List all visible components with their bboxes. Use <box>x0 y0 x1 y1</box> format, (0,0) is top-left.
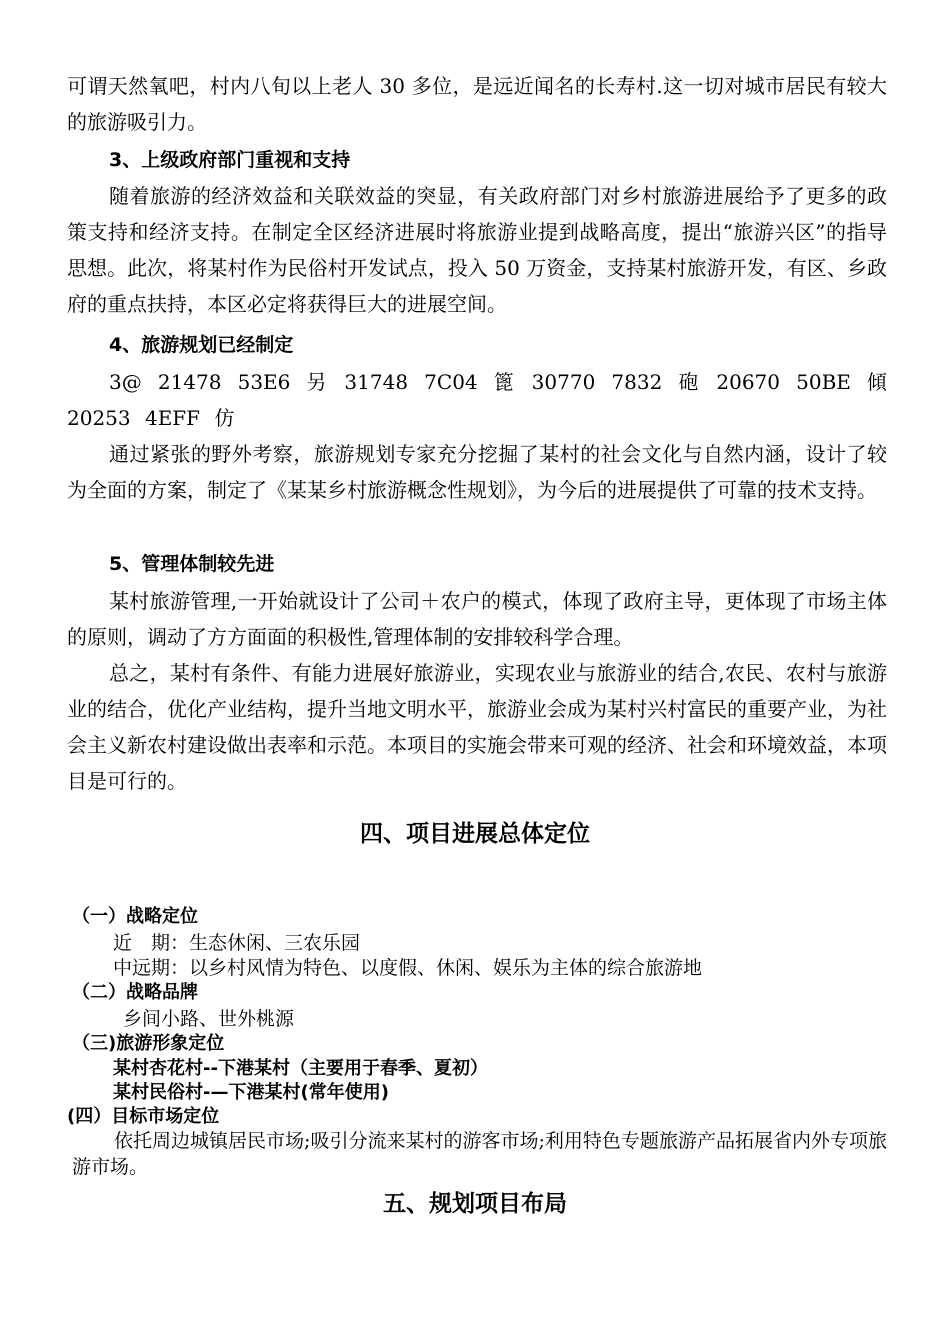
subheading-strategic-brand: （二）战略品牌 <box>72 982 198 1003</box>
garbled-code-line: 3@ 21478 53E6 另 31748 7C04 篦 30770 7832 砲 20670 50BE 傾 20253 4EFF 仿 <box>67 370 887 430</box>
subheading-strategic-positioning: （一）战略定位 <box>72 906 198 927</box>
heading-government-support: 3、上级政府部门重视和支持 <box>109 149 351 171</box>
section-title-project-layout: 五、规划项目布局 <box>383 1191 567 1217</box>
list-item-near-term: 近 期：生态休闲、三农乐园 <box>113 932 361 954</box>
paragraph-longevity-village: 可谓天然氧吧，村内八旬以上老人 30 多位，是远近闻名的长寿村.这一切对城市居民有较大的旅游吸引力。 <box>67 74 887 134</box>
list-item-apricot-village: 某村杏花村--下港某村（主要用于春季、夏初） <box>113 1058 488 1079</box>
list-item-mid-long-term: 中远期：以乡村风情为特色、以度假、休闲、娱乐为主体的综合旅游地 <box>113 957 703 979</box>
list-item-folk-village: 某村民俗村-—下港某村(常年使用) <box>113 1082 389 1103</box>
subheading-target-market: (四）目标市场定位 <box>67 1106 220 1127</box>
subheading-image-positioning: （三)旅游形象定位 <box>72 1033 225 1054</box>
paragraph-target-market: 依托周边城镇居民市场;吸引分流来某村的游客市场;利用特色专题旅游产品拓展省内外专项旅游市场。 <box>72 1130 887 1178</box>
heading-management-system: 5、管理体制较先进 <box>109 553 275 575</box>
paragraph-policy-support: 随着旅游的经济效益和关联效益的突显，有关政府部门对乡村旅游进展给予了更多的政策支持和经济支持。在制定全区经济进展时将旅游业提到战略高度，提出“旅游兴区”的指导思想。此次，将某村作为民俗村开发试点，投入 50 万资金，支持某村旅游开发，有区、乡政府的重点扶持，本区必定将获得巨大的进展空间。 <box>67 184 887 316</box>
paragraph-conclusion: 总之，某村有条件、有能力进展好旅游业，实现农业与旅游业的结合,农民、农村与旅游业的结合，优化产业结构，提升当地文明水平，旅游业会成为某村兴村富民的重要产业，为社会主义新农村建设做出表率和示范。本项目的实施会带来可观的经济、社会和环境效益，本项目是可行的。 <box>67 661 887 793</box>
paragraph-management-model: 某村旅游管理,一开始就设计了公司＋农户的模式，体现了政府主导，更体现了市场主体的原则，调动了方方面面的积极性,管理体制的安排较科学合理。 <box>67 589 887 649</box>
paragraph-field-survey: 通过紧张的野外考察，旅游规划专家充分挖掘了某村的社会文化与自然内涵，设计了较为全面的方案，制定了《某某乡村旅游概念性规划》，为今后的进展提供了可靠的技术支持。 <box>67 442 887 502</box>
list-item-brand: 乡间小路、世外桃源 <box>123 1008 295 1030</box>
heading-tourism-plan: 4、旅游规划已经制定 <box>109 334 294 356</box>
section-title-overall-positioning: 四、项目进展总体定位 <box>360 821 590 847</box>
